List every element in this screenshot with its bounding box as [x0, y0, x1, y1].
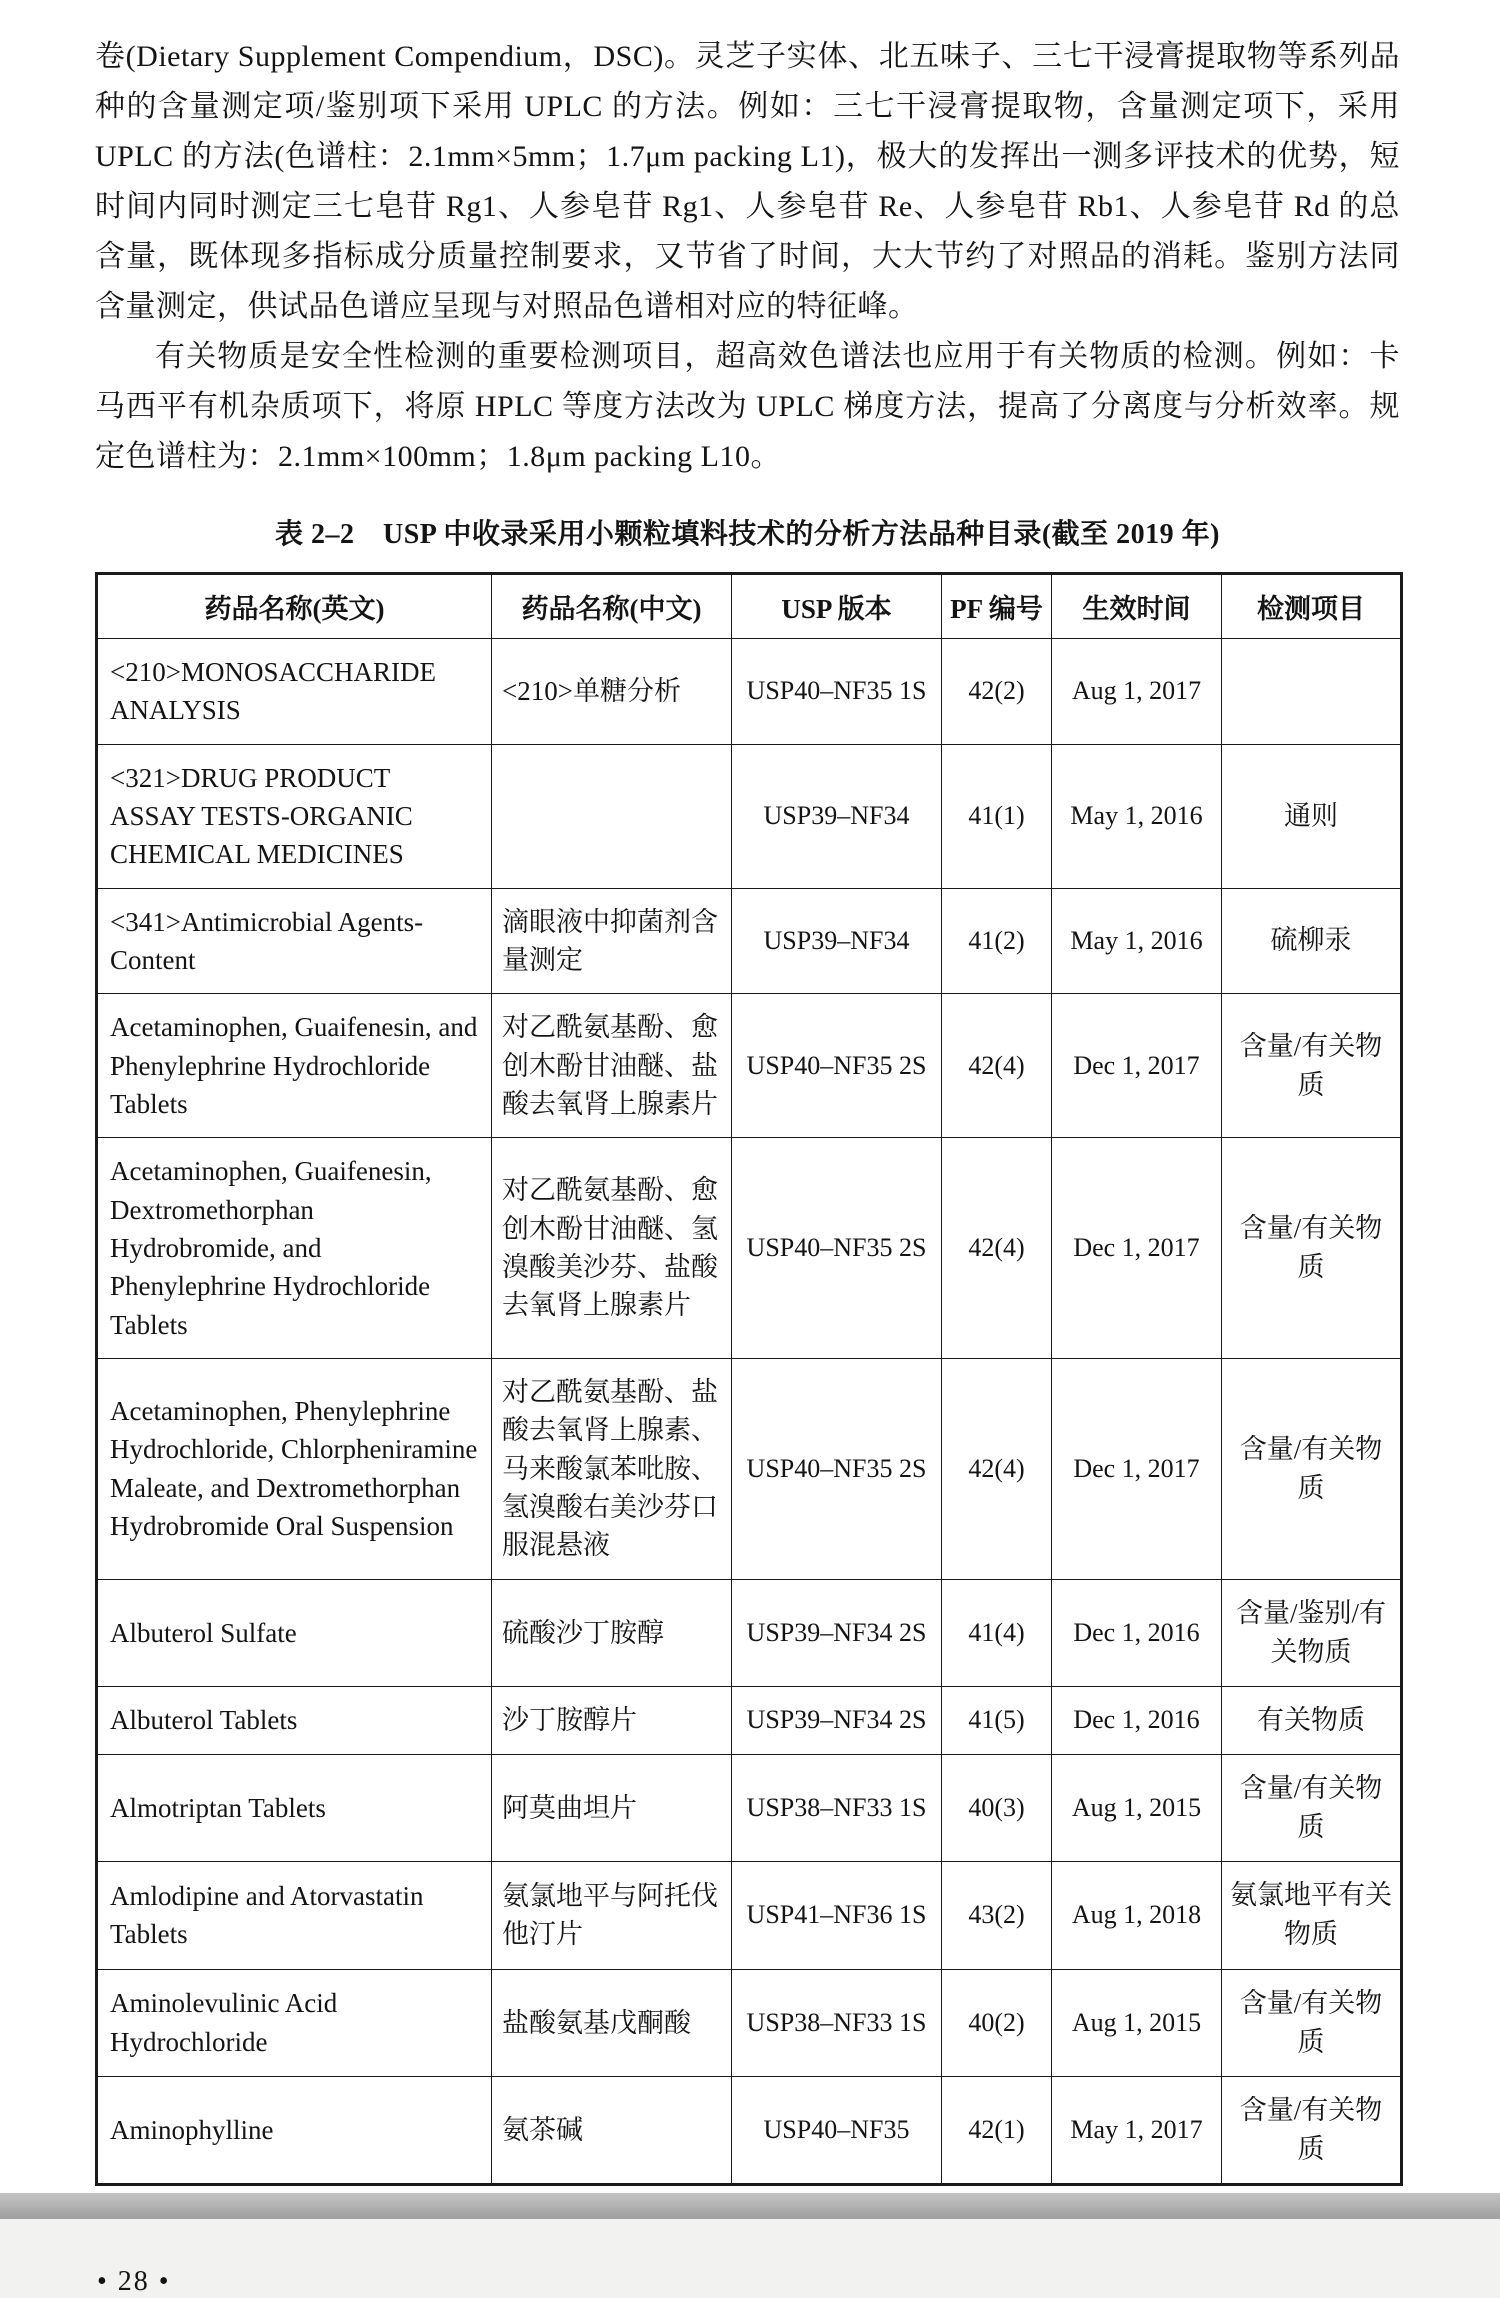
table-row [97, 1969, 1402, 2076]
table-row [97, 744, 1402, 888]
col-header-drug-name-zh: 药品名称(中文) [492, 574, 732, 639]
drug-name-zh [492, 744, 732, 888]
usp-version: USP39–NF34 [732, 744, 942, 888]
scan-edge-artifact [0, 2193, 1500, 2219]
effective-date: Aug 1, 2017 [1052, 639, 1222, 745]
test-items: 含量/有关物质 [1222, 994, 1402, 1138]
table-row [97, 1579, 1402, 1686]
pf-number: 41(5) [942, 1686, 1052, 1754]
col-header-drug-name-en: 药品名称(英文) [97, 574, 492, 639]
effective-date: Dec 1, 2016 [1052, 1579, 1222, 1686]
effective-date: Dec 1, 2017 [1052, 1138, 1222, 1359]
table-row [97, 639, 1402, 745]
drug-name-en: Aminophylline [97, 2076, 492, 2184]
usp-version: USP38–NF33 1S [732, 1969, 942, 2076]
drug-name-zh: 硫酸沙丁胺醇 [492, 1579, 732, 1686]
table-row [97, 1686, 1402, 1754]
usp-version: USP40–NF35 2S [732, 1358, 942, 1579]
test-items: 含量/有关物质 [1222, 2076, 1402, 2184]
test-items: 含量/有关物质 [1222, 1138, 1402, 1359]
drug-name-zh: 对乙酰氨基酚、愈创木酚甘油醚、氢溴酸美沙芬、盐酸去氧肾上腺素片 [492, 1138, 732, 1359]
drug-name-zh: 对乙酰氨基酚、愈创木酚甘油醚、盐酸去氧肾上腺素片 [492, 994, 732, 1138]
effective-date: Dec 1, 2017 [1052, 994, 1222, 1138]
drug-name-en: <341>Antimicrobial Agents-Content [97, 888, 492, 994]
pf-number: 42(4) [942, 1138, 1052, 1359]
pf-number: 40(2) [942, 1969, 1052, 2076]
col-header-effective-date: 生效时间 [1052, 574, 1222, 639]
drug-name-en: Albuterol Sulfate [97, 1579, 492, 1686]
col-header-test-items: 检测项目 [1222, 574, 1402, 639]
usp-version: USP40–NF35 2S [732, 1138, 942, 1359]
effective-date: Aug 1, 2015 [1052, 1754, 1222, 1861]
drug-name-en: Albuterol Tablets [97, 1686, 492, 1754]
drug-name-zh: <210>单糖分析 [492, 639, 732, 745]
pf-number: 43(2) [942, 1862, 1052, 1969]
table-row [97, 888, 1402, 994]
test-items: 硫柳汞 [1222, 888, 1402, 994]
table-row [97, 1862, 1402, 1969]
pf-number: 42(2) [942, 639, 1052, 745]
usp-version: USP40–NF35 [732, 2076, 942, 2184]
drug-name-zh: 盐酸氨基戊酮酸 [492, 1969, 732, 2076]
usp-version: USP39–NF34 2S [732, 1579, 942, 1686]
usp-version: USP40–NF35 1S [732, 639, 942, 745]
drug-name-zh: 沙丁胺醇片 [492, 1686, 732, 1754]
drug-name-zh: 氨茶碱 [492, 2076, 732, 2184]
table-header-row [97, 574, 1402, 639]
drug-name-en: Almotriptan Tablets [97, 1754, 492, 1861]
table-row [97, 994, 1402, 1138]
test-items: 含量/鉴别/有关物质 [1222, 1579, 1402, 1686]
table-row [97, 1138, 1402, 1359]
body-paragraph-2: 有关物质是安全性检测的重要检测项目，超高效色谱法也应用于有关物质的检测。例如：卡马西平有机杂质项下，将原 HPLC 等度方法改为 UPLC 梯度方法，提高了分离度与分析效率。规定色谱柱为：2.1mm×100mm；1.8μm packing L10。 [95, 340, 1400, 473]
pf-number: 41(1) [942, 744, 1052, 888]
effective-date: May 1, 2017 [1052, 2076, 1222, 2184]
table-row [97, 2076, 1402, 2184]
pf-number: 42(4) [942, 994, 1052, 1138]
drug-name-zh: 对乙酰氨基酚、盐酸去氧肾上腺素、马来酸氯苯吡胺、氢溴酸右美沙芬口服混悬液 [492, 1358, 732, 1579]
test-items [1222, 639, 1402, 745]
drug-name-en: <321>DRUG PRODUCT ASSAY TESTS-ORGANIC CHEMICAL MEDICINES [97, 744, 492, 888]
test-items: 有关物质 [1222, 1686, 1402, 1754]
drug-name-en: Acetaminophen, Guaifenesin, Dextromethorphan Hydrobromide, and Phenylephrine Hydrochloride Tablets [97, 1138, 492, 1359]
drug-name-en: Acetaminophen, Guaifenesin, and Phenylephrine Hydrochloride Tablets [97, 994, 492, 1138]
pf-number: 42(4) [942, 1358, 1052, 1579]
test-items: 通则 [1222, 744, 1402, 888]
usp-version: USP40–NF35 2S [732, 994, 942, 1138]
pf-number: 40(3) [942, 1754, 1052, 1861]
pf-number: 41(2) [942, 888, 1052, 994]
usp-version: USP41–NF36 1S [732, 1862, 942, 1969]
col-header-usp-version: USP 版本 [732, 574, 942, 639]
effective-date: Dec 1, 2016 [1052, 1686, 1222, 1754]
page-number: • 28 • [97, 2266, 171, 2298]
table-row [97, 1754, 1402, 1861]
col-header-pf-number: PF 编号 [942, 574, 1052, 639]
test-items: 氨氯地平有关物质 [1222, 1862, 1402, 1969]
usp-version: USP38–NF33 1S [732, 1754, 942, 1861]
drug-name-en: Aminolevulinic Acid Hydrochloride [97, 1969, 492, 2076]
effective-date: Aug 1, 2018 [1052, 1862, 1222, 1969]
effective-date: May 1, 2016 [1052, 888, 1222, 994]
usp-version: USP39–NF34 [732, 888, 942, 994]
drug-name-zh: 阿莫曲坦片 [492, 1754, 732, 1861]
drug-name-en: <210>MONOSACCHARIDE ANALYSIS [97, 639, 492, 745]
drug-name-zh: 氨氯地平与阿托伐他汀片 [492, 1862, 732, 1969]
effective-date: Dec 1, 2017 [1052, 1358, 1222, 1579]
test-items: 含量/有关物质 [1222, 1969, 1402, 2076]
table-row [97, 1358, 1402, 1579]
test-items: 含量/有关物质 [1222, 1358, 1402, 1579]
drug-name-en: Acetaminophen, Phenylephrine Hydrochloride, Chlorpheniramine Maleate, and Dextromethorphan Hydrobromide Oral Suspension [97, 1358, 492, 1579]
table-caption: 表 2–2 USP 中收录采用小颗粒填料技术的分析方法品种目录(截至 2019 年) [274, 519, 1220, 550]
pf-number: 41(4) [942, 1579, 1052, 1686]
drug-name-en: Amlodipine and Atorvastatin Tablets [97, 1862, 492, 1969]
drug-name-zh: 滴眼液中抑菌剂含量测定 [492, 888, 732, 994]
body-paragraph-1: 卷(Dietary Supplement Compendium，DSC)。灵芝子实体、北五味子、三七干浸膏提取物等系列品种的含量测定项/鉴别项下采用 UPLC 的方法。例如：三七干浸膏提取物，含量测定项下，采用 UPLC 的方法(色谱柱：2.1mm×5mm；1.7μm packing L1)，极大的发挥出一测多评技术的优势，短时间内同时测定三七皂苷 Rg1、人参皂苷 Rg1、人参皂苷 Re、人参皂苷 Rb1、人参皂苷 Rd 的总含量，既体现多指标成分质量控制要求，又节省了时间，大大节约了对照品的消耗。鉴别方法同含量测定，供试品色谱应呈现与对照品色谱相对应的特征峰。 [95, 40, 1400, 323]
pf-number: 42(1) [942, 2076, 1052, 2184]
usp-version: USP39–NF34 2S [732, 1686, 942, 1754]
effective-date: May 1, 2016 [1052, 744, 1222, 888]
effective-date: Aug 1, 2015 [1052, 1969, 1222, 2076]
test-items: 含量/有关物质 [1222, 1754, 1402, 1861]
usp-methods-table [95, 572, 1403, 2186]
